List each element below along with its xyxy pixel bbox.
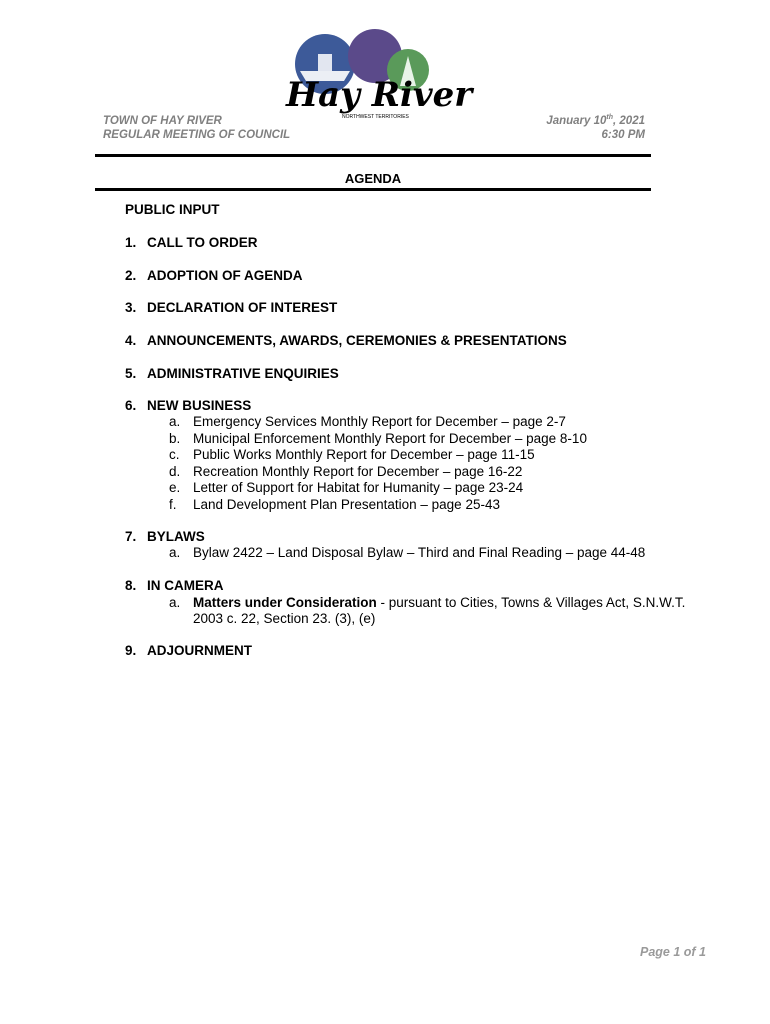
sub-text: Letter of Support for Habitat for Humanity – page 23-24: [193, 480, 524, 495]
org-name: TOWN OF HAY RIVER: [103, 115, 222, 127]
date-prefix: January 10: [546, 115, 607, 127]
item-number: 5.: [125, 366, 137, 381]
sub-letter: c.: [169, 447, 180, 462]
agenda-item: [125, 333, 567, 348]
agenda-item: [125, 643, 252, 658]
date-sup: th: [606, 114, 614, 121]
header-org: [103, 114, 290, 142]
hay-river-logo: [280, 26, 473, 121]
agenda-item: [125, 529, 205, 544]
item-title: ADOPTION OF AGENDA: [147, 268, 303, 283]
sub-letter: f.: [169, 497, 177, 512]
sub-letter: a.: [169, 545, 181, 560]
item-title: IN CAMERA: [147, 578, 224, 593]
item-title: ADJOURNMENT: [147, 643, 253, 658]
item-number: 2.: [125, 268, 137, 283]
page-number: Page 1 of 1: [640, 945, 706, 959]
date-suffix: , 2021: [613, 115, 645, 127]
sub-letter: a.: [169, 595, 181, 610]
item-title: ADMINISTRATIVE ENQUIRIES: [147, 366, 339, 381]
item-title: NEW BUSINESS: [147, 398, 252, 413]
item-number: 4.: [125, 333, 137, 348]
meeting-time: 6:30 PM: [601, 129, 645, 141]
agenda-item: [125, 268, 303, 283]
agenda-item: [125, 578, 224, 593]
logo-text: Hay River: [286, 75, 473, 115]
sub-text-bold: Matters under Consideration: [193, 595, 377, 610]
agenda-item: [125, 398, 251, 413]
public-input-heading: PUBLIC INPUT: [125, 202, 220, 217]
sub-text: Recreation Monthly Report for December – page 16-22: [193, 464, 523, 479]
item-title: BYLAWS: [147, 529, 205, 544]
sub-text: Emergency Services Monthly Report for December – page 2-7: [193, 414, 566, 429]
sub-text: 2003 c. 22, Section 23. (3), (e): [193, 611, 376, 626]
sub-text: Public Works Monthly Report for December – page 11-15: [193, 447, 535, 462]
header-datetime: [546, 114, 645, 142]
item-title: DECLARATION OF INTEREST: [147, 300, 338, 315]
sub-letter: b.: [169, 431, 181, 446]
item-number: 8.: [125, 578, 137, 593]
top-rule: [95, 154, 651, 157]
item-number: 7.: [125, 529, 137, 544]
sub-text: Land Development Plan Presentation – page 25-43: [193, 497, 500, 512]
item-number: 3.: [125, 300, 137, 315]
agenda-item: [125, 235, 258, 250]
item-title: ANNOUNCEMENTS, AWARDS, CEREMONIES & PRESENTATIONS: [147, 333, 567, 348]
item-title: CALL TO ORDER: [147, 235, 258, 250]
item-number: 6.: [125, 398, 137, 413]
sub-text: Municipal Enforcement Monthly Report for December – page 8-10: [193, 431, 587, 446]
agenda-title: AGENDA: [344, 171, 402, 186]
agenda-item: [125, 366, 339, 381]
sub-letter: e.: [169, 480, 181, 495]
sub-text: [193, 595, 685, 612]
meeting-date: [546, 114, 645, 128]
meeting-type: REGULAR MEETING OF COUNCIL: [103, 129, 291, 141]
logo-tagline: NORTHWEST TERRITORIES: [342, 114, 409, 120]
sub-text: Bylaw 2422 – Land Disposal Bylaw – Third and Final Reading – page 44-48: [193, 545, 646, 560]
item-number: 9.: [125, 643, 137, 658]
bottom-rule: [95, 188, 651, 191]
item-number: 1.: [125, 235, 137, 250]
sub-letter: d.: [169, 464, 181, 479]
agenda-item: [125, 300, 337, 315]
sub-text-rest: - pursuant to Cities, Towns & Villages Act, S.N.W.T.: [376, 595, 686, 610]
sub-letter: a.: [169, 414, 181, 429]
